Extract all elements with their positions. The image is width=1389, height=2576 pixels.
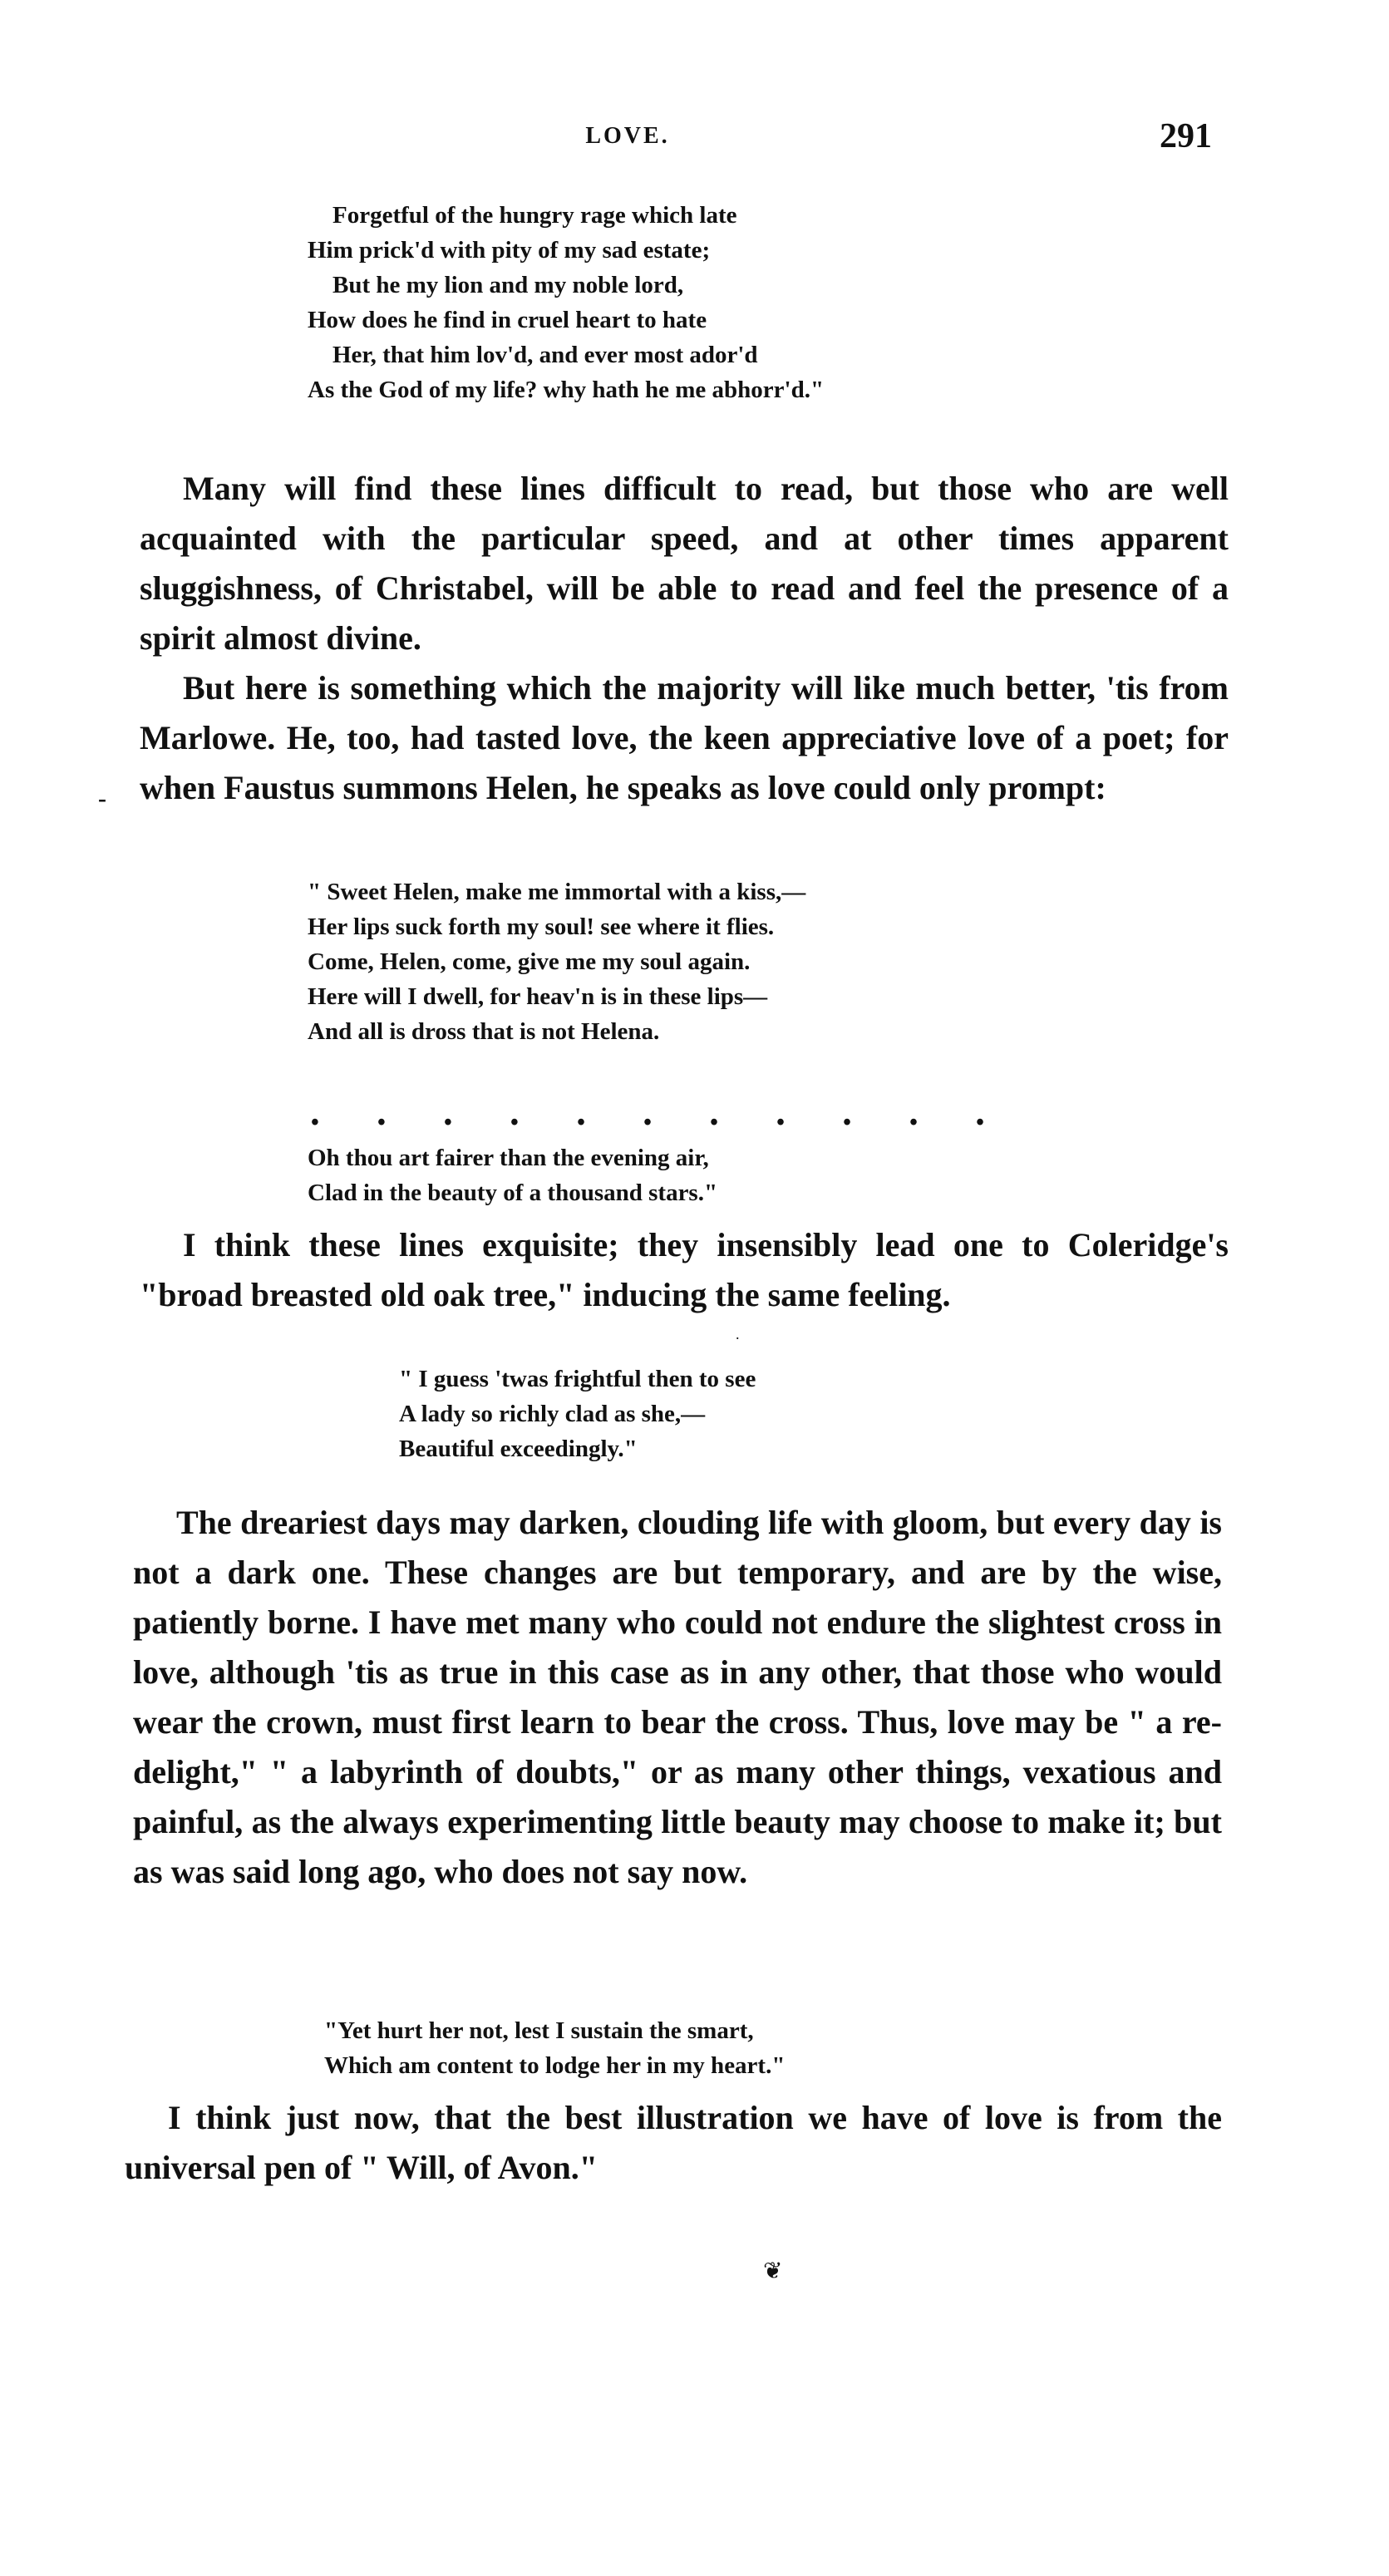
verse-line: And all is dross that is not Helena. — [308, 1018, 660, 1045]
paragraph-marlowe — [140, 663, 1229, 813]
ellipsis-dot: • — [377, 1110, 386, 1135]
spenser-verse — [308, 198, 824, 407]
paragraph-text: Many will find these lines difficult to read, but those who are well acquainted with the particular speed, and at other times apparent sluggishness, of Christabel, will be able to read and feel the presence of a spirit almost divine. — [140, 470, 1229, 657]
verse-line: Come, Helen, come, give me my soul again. — [308, 948, 751, 975]
verse-line: Beautiful exceedingly." — [399, 1436, 638, 1462]
verse-line: A lady so richly clad as she,— — [399, 1401, 706, 1427]
ornament-icon: ❦ — [763, 2258, 783, 2284]
ellipsis-dot: • — [843, 1110, 851, 1135]
verse-line: " Sweet Helen, make me immortal with a kiss,— — [308, 879, 806, 905]
ellipsis-dot: • — [776, 1110, 785, 1135]
paragraph-text: But here is something which the majority will like much better, 'tis from Marlowe. He, too, had tasted love, the keen appreciative love of a poet; for when Faustus summons Helen, he speaks as love could only prompt: — [140, 669, 1229, 806]
verse-line: Her lips suck forth my soul! see where it flies. — [308, 914, 775, 940]
ellipsis-dot: • — [909, 1110, 918, 1135]
ellipsis-dot: • — [311, 1110, 319, 1135]
ellipsis-dot: • — [643, 1110, 652, 1135]
ellipsis-dot: • — [577, 1110, 585, 1135]
ellipsis-dot: • — [976, 1110, 984, 1135]
margin-mark: - — [98, 785, 106, 812]
paragraph-text: I think these lines exquisite; they insensibly lead one to Coleridge's "broad breasted old oak tree," inducing the same feeling. — [140, 1226, 1229, 1313]
marlowe-verse-closing — [308, 1140, 717, 1210]
paragraph-christabel — [140, 464, 1229, 663]
verse-line: "Yet hurt her not, lest I sustain the smart, — [324, 2017, 754, 2044]
ellipsis-dot: • — [444, 1110, 452, 1135]
verse-line: Him prick'd with pity of my sad estate; — [308, 237, 711, 264]
ellipsis-dot: • — [510, 1110, 519, 1135]
verse-line: Which am content to lodge her in my heart." — [324, 2052, 786, 2079]
verse-line: Clad in the beauty of a thousand stars." — [308, 1180, 718, 1206]
paragraph-text: The dreariest days may darken, clouding life with gloom, but every day is not a dark one. These changes are but temporary, and are by the wise, patiently borne. I have met many who could not endure the slightest cross in love, although 'tis as true in this case as in any other, that those who would wear the crown, must first learn to bear the cross. Thus, love may be " a re-delight," " a labyrinth of doubts," or as many other things, vexatious and painful, as the always experimenting little beauty may choose to make it; but as was said long ago, who does not say now. — [133, 1504, 1222, 1890]
verse-line: But he my lion and my noble lord, — [332, 272, 684, 298]
ellipsis-dot: • — [710, 1110, 718, 1135]
verse-line: Her, that him lov'd, and ever most ador'd — [332, 342, 758, 368]
paragraph-avon — [125, 2093, 1222, 2193]
running-head: LOVE. — [585, 123, 670, 149]
marlowe-verse — [308, 874, 805, 1049]
verse-line: Forgetful of the hungry rage which late — [332, 202, 737, 229]
paragraph-dreariest-days — [133, 1498, 1222, 1897]
final-verse — [324, 2013, 785, 2083]
coleridge-verse — [399, 1362, 756, 1466]
verse-line: As the God of my life? why hath he me abhorr'd." — [308, 377, 825, 403]
verse-line: Here will I dwell, for heav'n is in these lips— — [308, 983, 768, 1010]
paragraph-coleridge — [140, 1220, 1229, 1320]
stray-dot: . — [736, 1326, 740, 1342]
ellipsis-dots — [311, 1111, 984, 1135]
page-number: 291 — [1160, 117, 1212, 155]
verse-line: " I guess 'twas frightful then to see — [399, 1366, 756, 1392]
verse-line: Oh thou art fairer than the evening air, — [308, 1145, 709, 1171]
paragraph-text: I think just now, that the best illustration we have of love is from the universal pen of " Will, of Avon." — [125, 2099, 1222, 2186]
verse-line: How does he find in cruel heart to hate — [308, 307, 707, 333]
